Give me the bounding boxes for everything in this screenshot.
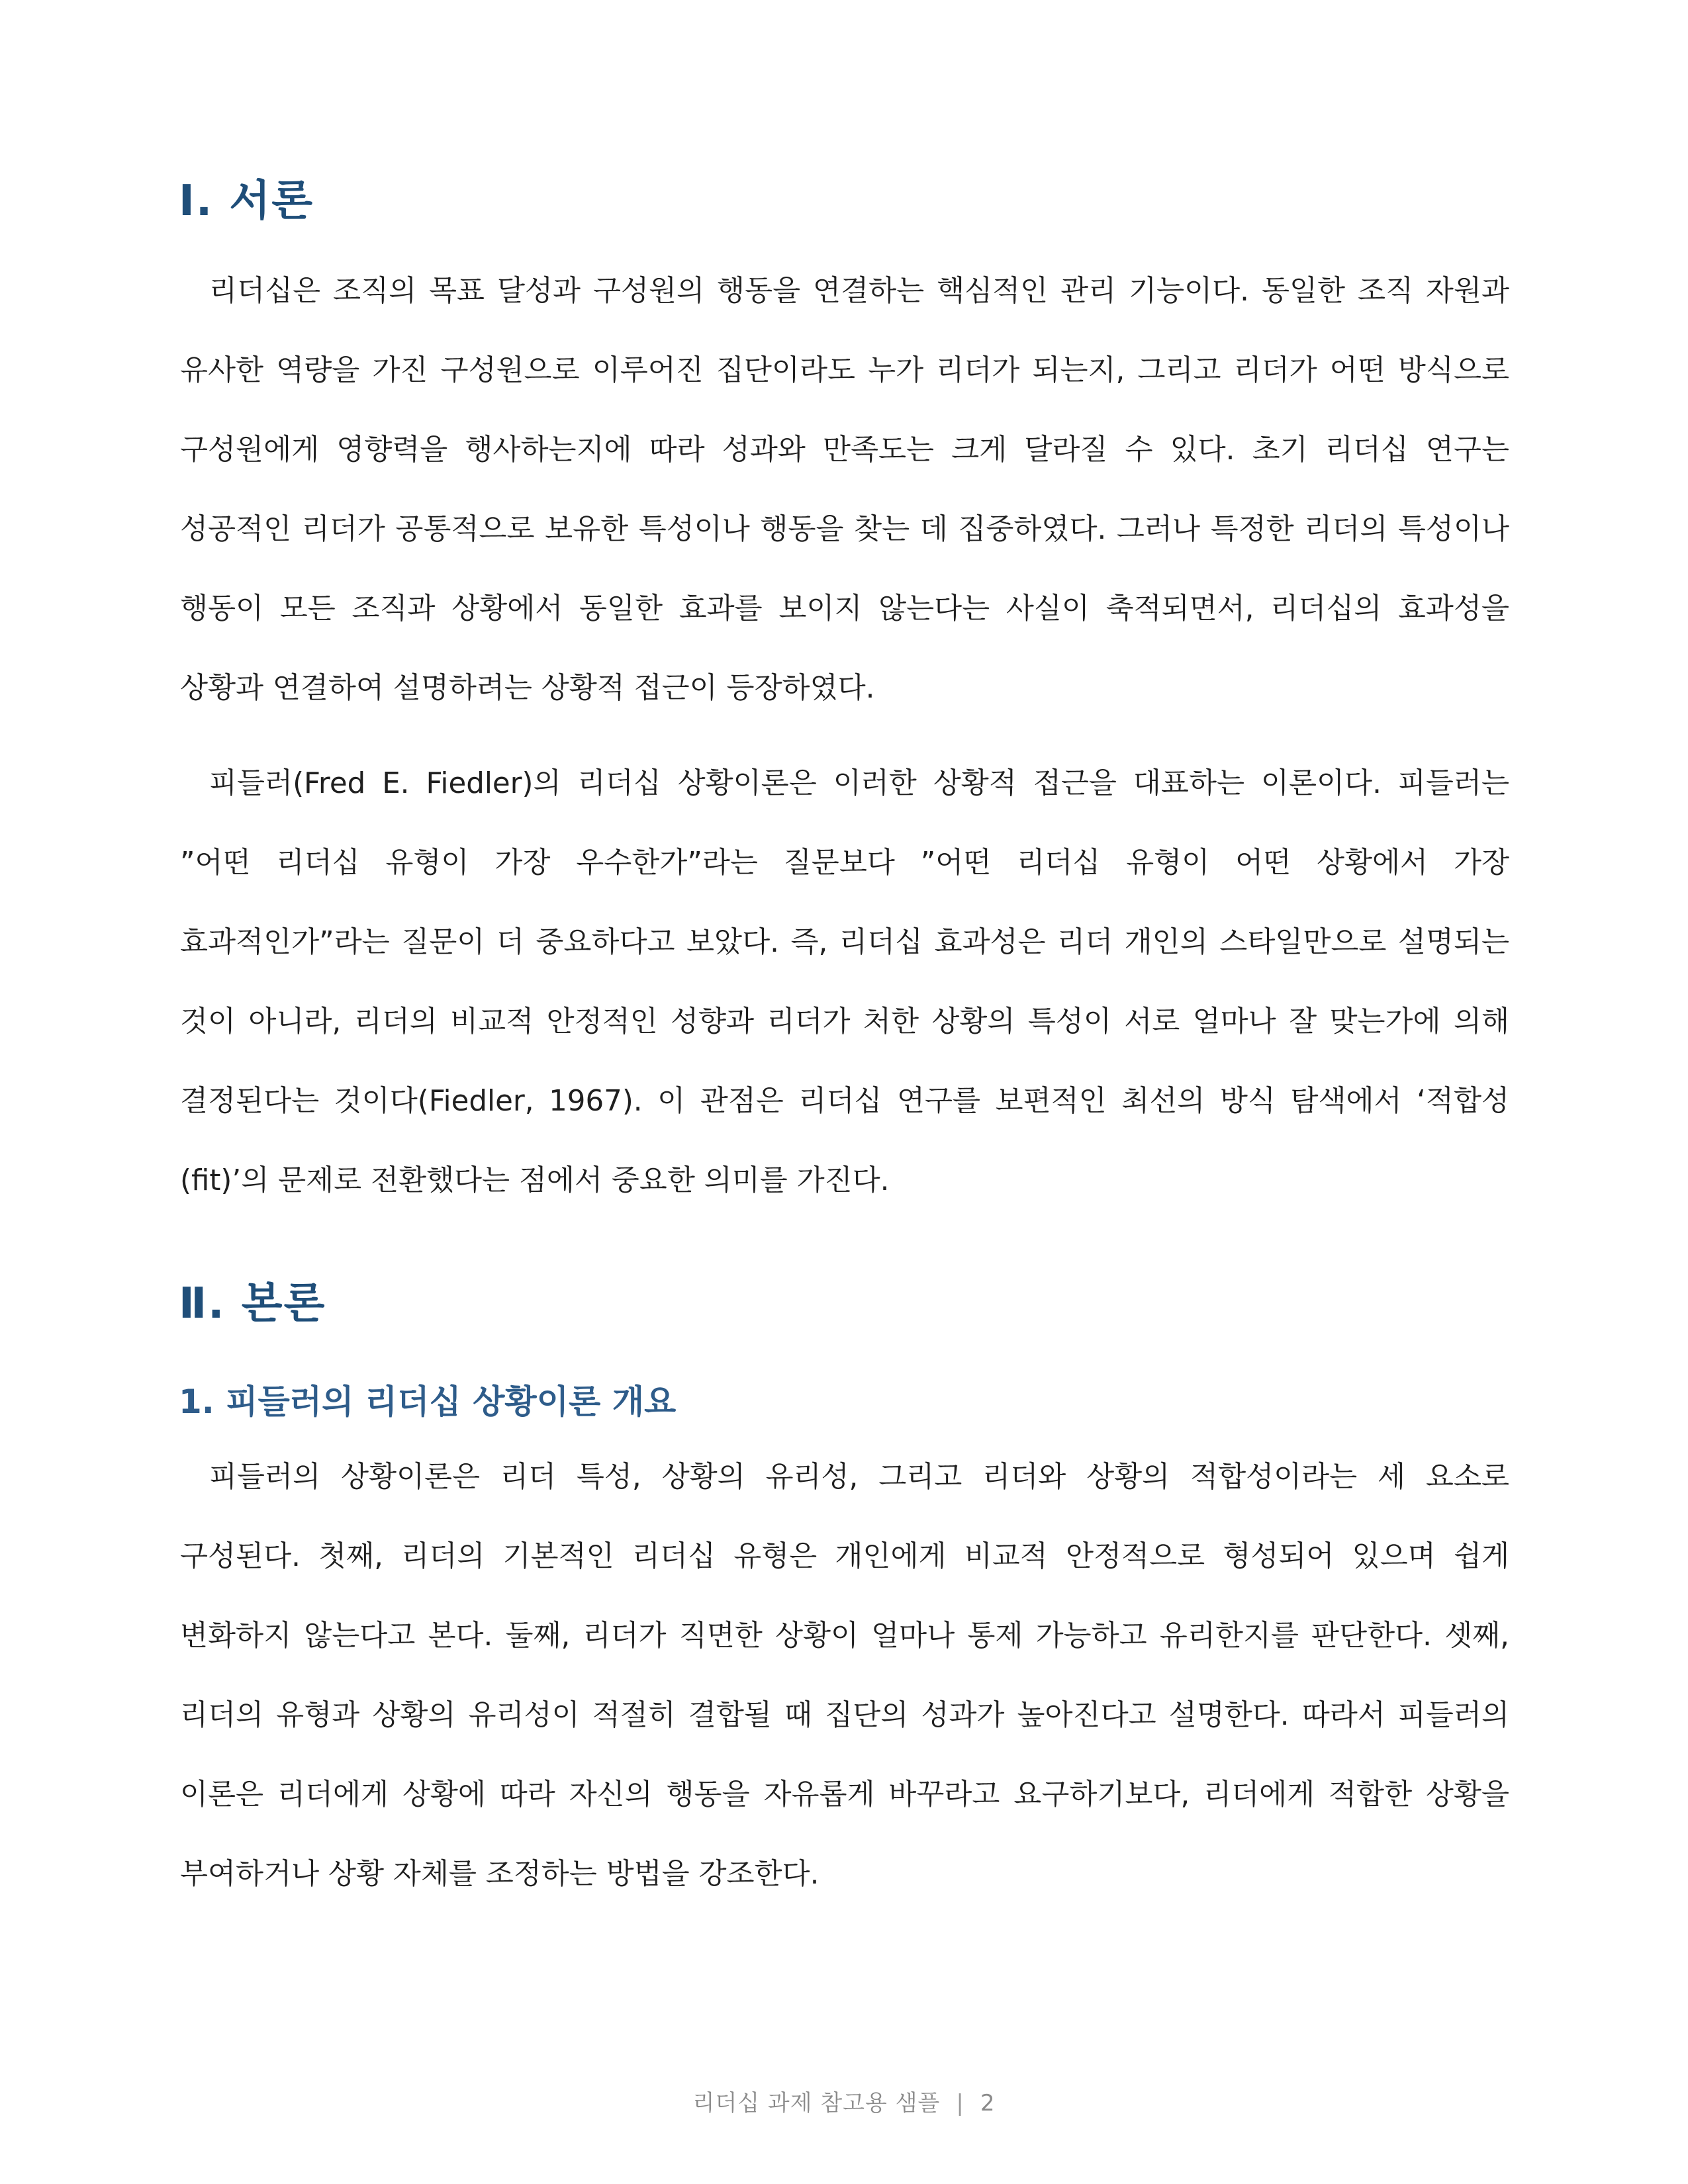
- footer-separator: |: [956, 2090, 964, 2116]
- page-number: 2: [980, 2090, 996, 2116]
- section-heading-intro: Ⅰ. 서론: [179, 177, 314, 226]
- section-heading-body: Ⅱ. 본론: [179, 1279, 326, 1328]
- page-footer: [0, 2085, 1688, 2117]
- intro-paragraph-2: 피들러(Fred E. Fiedler)의 리더십 상황이론은 이러한 상황적 접근을 대표하는 이론이다. 피들러는 ”어떤 리더십 유형이 가장 우수한가”라는 질문보다 ”어떤 리더십 유형이 어떤 상황에서 가장 효과적인가”라는 질문이 더 중요하다고 보았다. 즉, 리더십 효과성은 리더 개인의 스타일만으로 설명되는 것이 아니라, 리더의 비교적 안정적인 성향과 리더가 처한 상황의 특성이 서로 얼마나 잘 맞는가에 의해 결정된다는 것이다(Fiedler, 1967). 이 관점은 리더십 연구를 보편적인 최선의 방식 탐색에서 ‘적합성(fit)’의 문제로 전환했다는 점에서 중요한 의미를 가진다.: [180, 767, 1509, 1197]
- footer-title: 리더십 과제 참고용 샘플: [692, 2090, 941, 2116]
- subsection-heading-overview: 1. 피들러의 리더십 상황이론 개요: [179, 1383, 677, 1421]
- intro-paragraph-1: 리더십은 조직의 목표 달성과 구성원의 행동을 연결하는 핵심적인 관리 기능이다. 동일한 조직 자원과 유사한 역량을 가진 구성원으로 이루어진 집단이라도 누가 리더가 되는지, 그리고 리더가 어떤 방식으로 구성원에게 영향력을 행사하는지에 따라 성과와 만족도는 크게 달라질 수 있다. 초기 리더십 연구는 성공적인 리더가 공통적으로 보유한 특성이나 행동을 찾는 데 집중하였다. 그러나 특정한 리더의 특성이나 행동이 모든 조직과 상황에서 동일한 효과를 보이지 않는다는 사실이 축적되면서, 리더십의 효과성을 상황과 연결하여 설명하려는 상황적 접근이 등장하였다.: [180, 275, 1509, 705]
- body-paragraph-1: 피들러의 상황이론은 리더 특성, 상황의 유리성, 그리고 리더와 상황의 적합성이라는 세 요소로 구성된다. 첫째, 리더의 기본적인 리더십 유형은 개인에게 비교적 안정적으로 형성되어 있으며 쉽게 변화하지 않는다고 본다. 둘째, 리더가 직면한 상황이 얼마나 통제 가능하고 유리한지를 판단한다. 셋째, 리더의 유형과 상황의 유리성이 적절히 결합될 때 집단의 성과가 높아진다고 설명한다. 따라서 피들러의 이론은 리더에게 상황에 따라 자신의 행동을 자유롭게 바꾸라고 요구하기보다, 리더에게 적합한 상황을 부여하거나 상황 자체를 조정하는 방법을 강조한다.: [180, 1461, 1509, 1891]
